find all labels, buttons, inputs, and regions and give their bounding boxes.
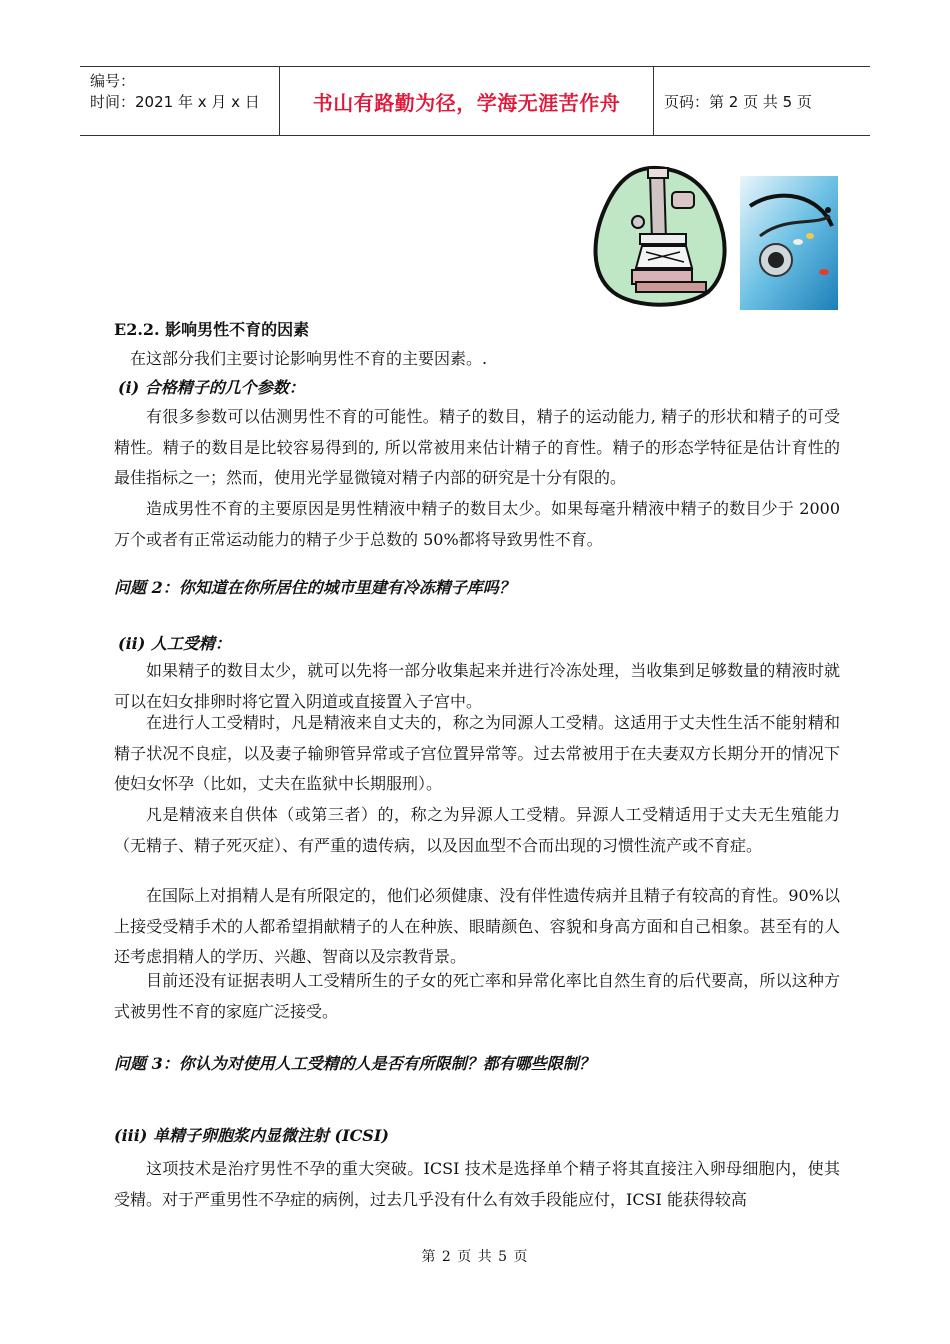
paragraph-ai-acceptance: 目前还没有证据表明人工受精所生的子女的死亡率和异常化率比自然生育的后代要高，所以这种方式被男性不育的家庭广泛接受。 [114, 971, 840, 1021]
header-motto-cell [280, 67, 654, 135]
section-title: E2.2. 影响男性不育的因素 [114, 320, 310, 339]
subsection-title-2: (ii) 人工受精： [118, 634, 231, 653]
header-page-info: 页码：第 2 页 共 5 页 [664, 92, 812, 111]
document-date: 时间：2021 年 x 月 x 日 [90, 93, 260, 111]
paragraph-homologous-ai: 在进行人工受精时，凡是精液来自丈夫的，称之为同源人工受精。这适用于丈夫性生活不能射精和精子状况不良症，以及妻子输卵管异常或子宫位置异常等。过去常被用于在夫妻双方长期分开的情况下使妇女怀孕（比如，丈夫在监狱中长期服刑）。 [114, 713, 840, 794]
paragraph-ai-intro: 如果精子的数目太少，就可以先将一部分收集起来并进行冷冻处理，当收集到足够数量的精液时就可以在妇女排卵时将它置入阴道或直接置入子宫中。 [114, 661, 840, 711]
paragraph-heterologous-ai: 凡是精液来自供体（或第三者）的，称之为异源人工受精。异源人工受精适用于丈夫无生殖能力（无精子、精子死灭症）、有严重的遗传病，以及因血型不合而出现的习惯性流产或不育症。 [114, 805, 840, 855]
microscope-image [588, 162, 728, 312]
subsection-title-3: (iii) 单精子卵胞浆内显微注射 (ICSI) [114, 1126, 389, 1145]
paragraph-infertility-cause: 造成男性不育的主要原因是男性精液中精子的数目太少。如果每毫升精液中精子的数目少于 2000 万个或者有正常运动能力的精子少于总数的 50%都将导致男性不育。 [114, 499, 840, 549]
subsection-title-1: (i) 合格精子的几个参数： [118, 378, 305, 397]
paragraph-icsi: 这项技术是治疗男性不孕的重大突破。ICSI 技术是选择单个精子将其直接注入卵母细胞内，使其受精。对于严重男性不孕症的病例，过去几乎没有什么有效手段能应付，ICSI 能获得较高 [114, 1159, 840, 1209]
paragraph-sperm-parameters: 有很多参数可以估测男性不育的可能性。精子的数目，精子的运动能力, 精子的形状和精子的可受精性。精子的数目是比较容易得到的, 所以常被用来估计精子的育性。精子的形态学特征是估计育性的最佳指标之一；然而，使用光学显微镜对精子内部的研究是十分有限的。 [114, 407, 840, 488]
page-footer: 第 2 页 共 5 页 [421, 1249, 529, 1265]
paragraph-donor-requirements: 在国际上对捐精人是有所限定的，他们必须健康、没有伴性遗传病并且精子有较高的育性。90%以上接受受精手术的人都希望捐献精子的人在种族、眼睛颜色、容貌和身高方面和自己相象。甚至有的人还考虑捐精人的学历、兴趣、智商以及宗教背景。 [114, 886, 840, 967]
stethoscope-image [740, 176, 838, 310]
question-3: 问题 3：你认为对使用人工受精的人是否有所限制？都有哪些限制？ [114, 1054, 595, 1073]
question-2: 问题 2：你知道在你所居住的城市里建有冷冻精子库吗？ [114, 578, 515, 597]
section-intro: 在这部分我们主要讨论影响男性不育的主要因素。. [130, 349, 488, 368]
header-motto: 书山有路勤为径，学海无涯苦作舟 [312, 90, 621, 115]
header-meta [80, 67, 280, 135]
page-header [80, 66, 870, 136]
document-number-label: 编号： [90, 72, 136, 90]
